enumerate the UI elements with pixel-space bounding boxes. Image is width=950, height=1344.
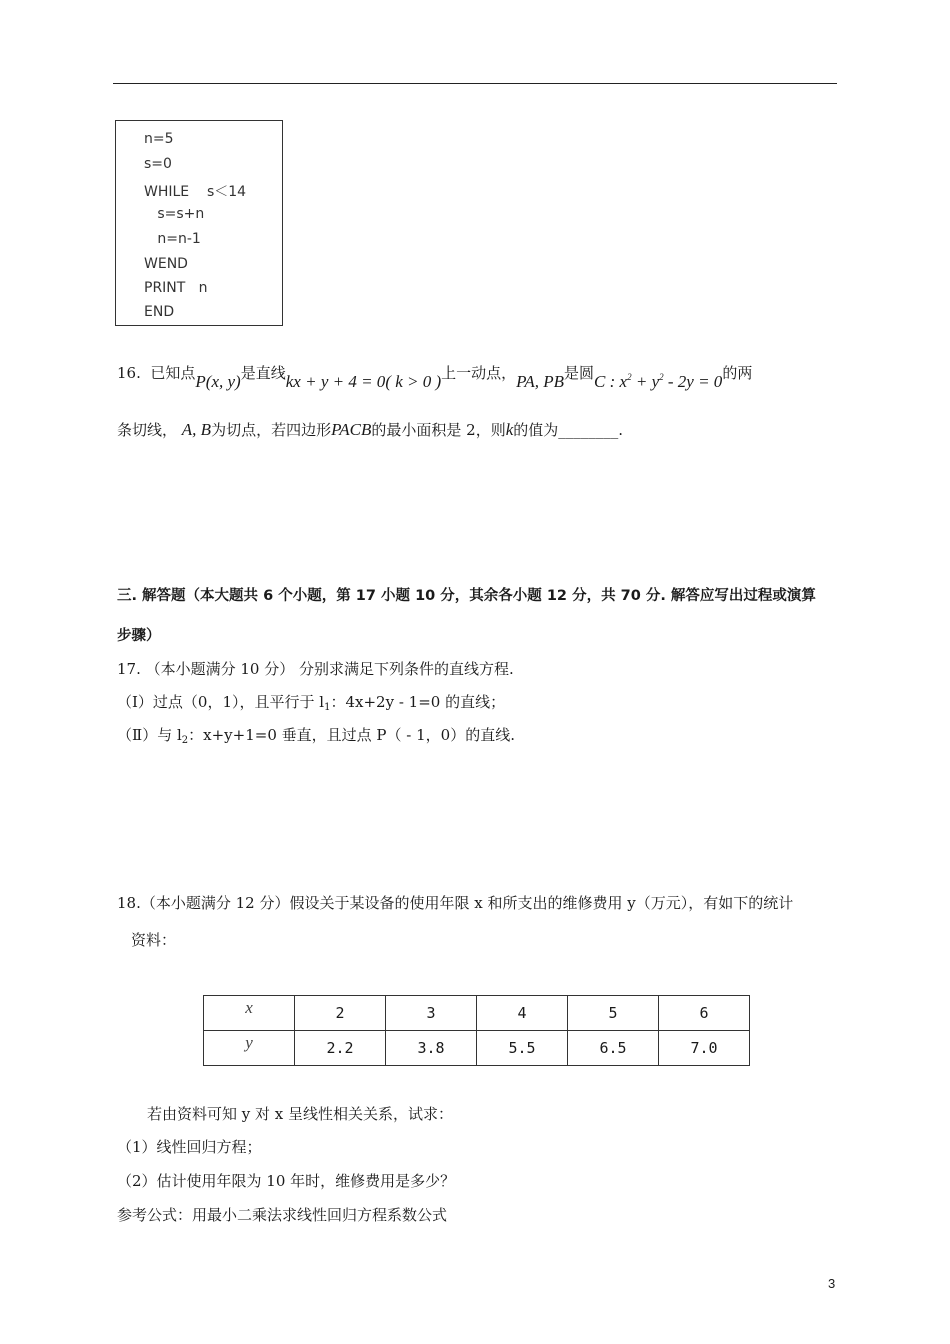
q18-head-cont: 资料： [131,931,177,949]
circle-exponent: 2 [627,372,632,382]
q18-head: 18.（本小题满分 12 分）假设关于某设备的使用年限 x 和所支出的维修费用 y（万元），有如下的统计 [117,894,794,912]
q18-after4: 参考公式：用最小二乘法求线性回归方程系数公式 [117,1206,448,1224]
subscript: 1 [324,702,331,713]
code-line: s=0 [144,156,172,172]
q18-after1: 若由资料可知 y 对 x 呈线性相关关系，试求： [147,1105,454,1123]
q16-text: 上一动点， [441,364,517,382]
q16-number: 16. [117,364,141,382]
q16-line1 [117,358,753,391]
page-number: 3 [828,1276,836,1291]
code-line: n=5 [144,131,174,147]
q16-text: 是圆 [564,364,595,382]
q17-head: 17. （本小题满分 10 分） 分别求满足下列条件的直线方程. [117,660,514,678]
q16-text: 是直线 [240,364,286,382]
table-cell: 2 [295,996,386,1031]
q17-text: ：4x+2y - 1=0 的直线； [330,693,506,711]
table-cell: 4 [477,996,568,1031]
q16-math-k: k [505,420,514,439]
q18-after3: （2）估计使用年限为 10 年时，维修费用是多少？ [117,1172,456,1190]
q16-text: 条切线， [117,421,178,439]
q16-math-point: P(x, y) [195,372,241,391]
q16-text: 的值为________. [513,421,624,439]
table-cell: 5.5 [477,1031,568,1066]
q16-math-quad: PACB [331,420,372,439]
q16-text: 为切点，若四边形 [211,421,332,439]
table-cell: 3.8 [386,1031,477,1066]
program-code-box [115,120,283,326]
code-line: PRINT n [144,280,208,296]
table-row-x [204,996,750,1031]
q16-math-circle [594,372,722,391]
table-cell: 6 [659,996,750,1031]
data-table [203,995,750,1066]
code-line: n=n-1 [144,231,201,247]
code-line: WHILE s＜14 [144,184,247,200]
circle-part: + y [631,372,660,391]
q17-text: ：x+y+1=0 垂直，且过点 P（ - 1，0）的直线. [188,726,515,744]
table-cell: 5 [568,996,659,1031]
q16-line2 [117,420,623,440]
q17-text: （Ⅱ）与 l [117,726,182,744]
code-line: END [144,304,175,320]
q16-math-tangents: PA, PB [516,372,565,391]
q16-math-ab: A, B [181,420,212,439]
section3-heading-cont: 步骤） [117,628,161,644]
q18-after2: （1）线性回归方程； [117,1138,262,1156]
q16-text: 的两 [722,364,753,382]
subscript: 2 [181,735,189,746]
code-line: s=s+n [144,206,205,222]
circle-part: C : x [594,372,628,391]
section3-heading: 三. 解答题（本大题共 6 个小题，第 17 小题 10 分，其余各小题 12 分，共 70 分. 解答应写出过程或演算 [117,588,816,604]
q17-text: （Ⅰ）过点（0，1），且平行于 l [117,693,325,711]
code-line: WEND [144,256,188,272]
table-cell: 6.5 [568,1031,659,1066]
circle-part: - 2y = 0 [663,372,723,391]
table-row-y [204,1031,750,1066]
q16-math-line: kx + y + 4 = 0 [285,372,386,391]
q16-text: 已知点 [150,364,196,382]
table-cell: 3 [386,996,477,1031]
circle-exponent: 2 [659,372,664,382]
table-cell-header: x [204,996,295,1031]
table-cell-header: y [204,1031,295,1066]
q16-math-condition: ( k > 0 ) [385,372,442,391]
table-cell: 2.2 [295,1031,386,1066]
q17-part2 [117,725,515,751]
q16-text: 的最小面积是 2，则 [371,421,506,439]
header-rule [113,83,837,84]
table-cell: 7.0 [659,1031,750,1066]
q17-part1 [117,692,505,718]
